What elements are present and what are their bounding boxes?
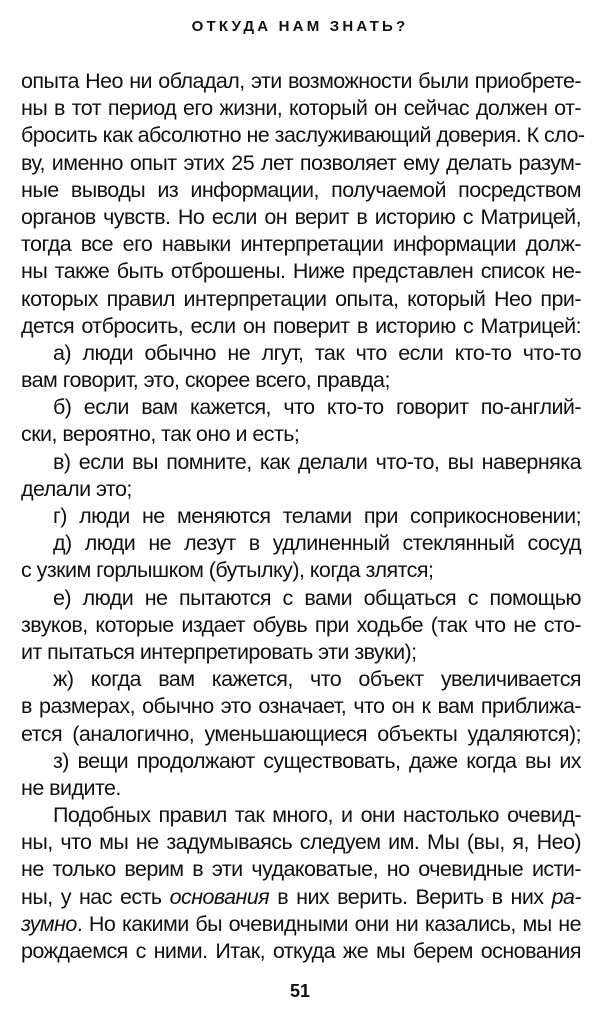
list-item-b: б) если вам кажется, что кто-то говорит по-англий-	[53, 395, 581, 420]
text-line: не видите.	[21, 775, 121, 800]
running-header: ОТКУДА НАМ ЗНАТЬ?	[191, 18, 409, 35]
italic-emphasis: ра-	[551, 884, 582, 909]
text-line: в размерах, обычно это означает, что он к вам приближа-	[21, 694, 581, 719]
text-line: рождаемся с ними. Итак, откуда же мы берем основания	[21, 939, 581, 963]
text-line: дется отбросить, если он поверит в историю с Матрицей:	[21, 313, 581, 338]
text-line: ется (аналогично, уменьшающиеся объекты удаляются);	[21, 721, 581, 746]
italic-emphasis: зумно	[21, 911, 77, 936]
text-line: опыта Нео ни обладал, эти возможности были приобрете-	[21, 69, 581, 93]
text-run: . Но какими бы очевидными они ни казались, мы не	[76, 911, 581, 936]
text-run: ны, у нас есть	[21, 884, 170, 909]
text-line: не только верим в эти чудаковатые, но очевидные исти-	[21, 857, 581, 882]
text-line: бросить как абсолютно не заслуживающий доверия. К сло-	[21, 123, 585, 148]
text-line: которых правил интерпретации опыта, который Нео при-	[21, 286, 581, 311]
text-line: ны в тот период его жизни, который он сейчас должен от-	[21, 96, 581, 121]
text-line: ву, именно опыт этих 25 лет позволяет ему делать разум-	[21, 150, 581, 175]
list-item-a: а) люди обычно не лгут, так что если кто-то что-то	[53, 340, 581, 365]
text-line: звуков, которые издает обувь при ходьбе (так что не сто-	[21, 612, 581, 637]
text-line: ные выводы из информации, получаемой посредством	[21, 177, 581, 202]
page-number: 51	[289, 981, 311, 1001]
list-item-z: з) вещи продолжают существовать, даже когда вы их	[53, 748, 581, 773]
text-line: вам говорит, это, скорее всего, правда;	[21, 368, 390, 393]
list-item-zh: ж) когда вам кажется, что объект увеличивается	[53, 667, 581, 692]
text-line: органов чувств. Но если он верит в историю с Матрицей,	[21, 204, 581, 229]
text-line: тогда все его навыки интерпретации информации долж-	[21, 232, 581, 257]
text-line: ит пытаться интерпретировать эти звуки);	[21, 639, 417, 664]
text-line	[21, 884, 581, 911]
text-line: ски, вероятно, так оно и есть;	[21, 422, 300, 447]
text-run: в них верить. Верить в них	[269, 884, 552, 909]
list-item-e: е) люди не пытаются с вами общаться с помощью	[53, 585, 581, 610]
text-line: с узким горлышком (бутылку), когда злятся;	[21, 558, 434, 583]
text-line: ны, что мы не задумываясь следуем им. Мы (вы, я, Нео)	[21, 830, 581, 855]
list-item-v: в) если вы помните, как делали что-то, вы наверняка	[53, 449, 581, 474]
italic-emphasis: основания	[169, 884, 270, 909]
page-body	[21, 68, 585, 965]
list-item-d: д) люди не лезут в удлиненный стеклянный сосуд	[53, 531, 581, 556]
text-line: ны также быть отброшены. Ниже представлен список не-	[21, 259, 581, 284]
text-line	[21, 911, 581, 938]
paragraph-start: Подобных правил так много, и они настолько очевид-	[53, 803, 581, 828]
list-item-g: г) люди не меняются телами при соприкосновении;	[53, 504, 581, 528]
text-line: делали это;	[21, 476, 132, 501]
